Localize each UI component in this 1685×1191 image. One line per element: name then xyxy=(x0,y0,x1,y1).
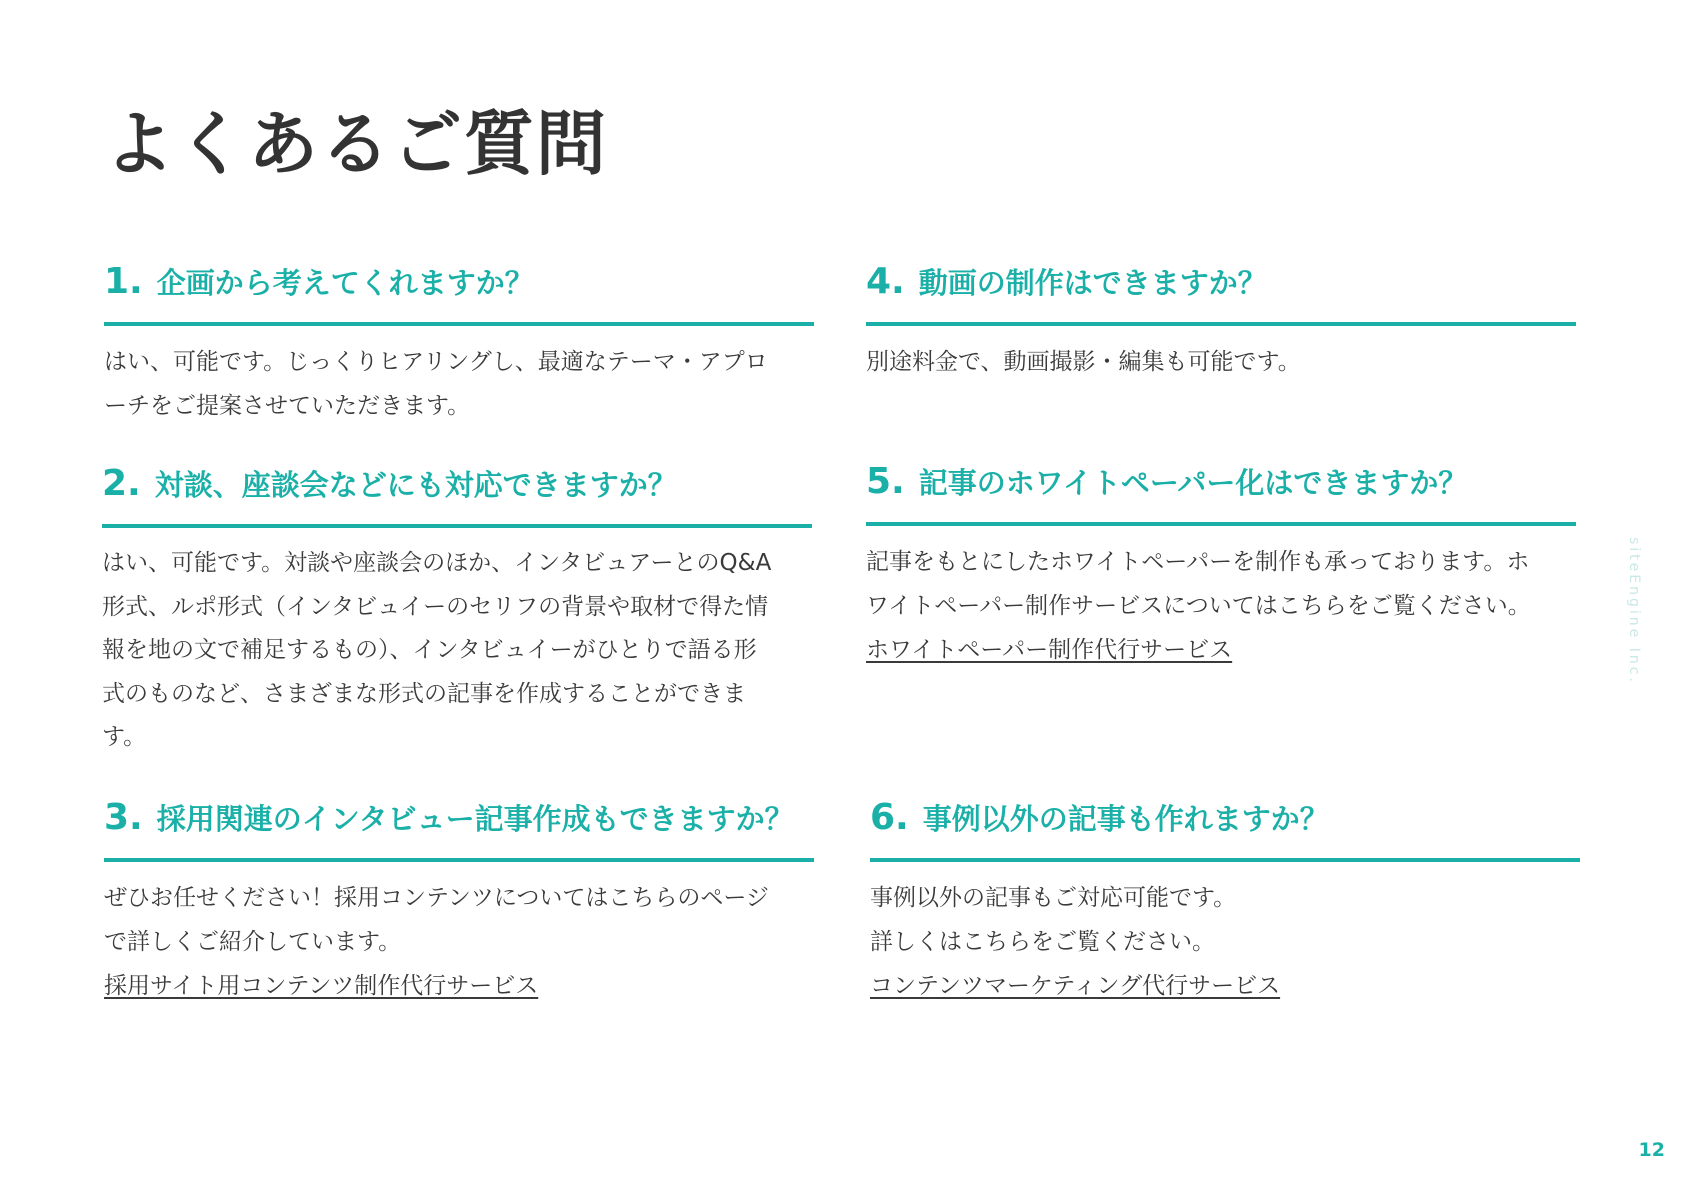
faq-answer xyxy=(104,876,814,964)
faq-answer xyxy=(870,876,1580,964)
whitepaper-service-link[interactable]: ホワイトペーパー制作代行サービス xyxy=(866,637,1233,663)
faq-answer-line: ーチをご提案させていただきます。 xyxy=(104,393,471,419)
faq-question-text: 記事のホワイトペーパー化はできますか？ xyxy=(918,466,1468,500)
faq-divider xyxy=(866,322,1576,326)
faq-number: 5. xyxy=(866,461,905,502)
faq-number: 6. xyxy=(870,797,909,838)
faq-answer-line: 記事をもとにしたホワイトペーパーを制作も承っております。ホ xyxy=(866,549,1530,575)
faq-question xyxy=(104,797,814,858)
faq-number: 1. xyxy=(104,261,143,302)
faq-number: 3. xyxy=(104,797,143,838)
faq-answer-line: 形式、ルポ形式（インタビュイーのセリフの背景や取材で得た情 xyxy=(102,593,769,620)
faq-answer-line: 式のものなど、さまざまな形式の記事を作成することができま xyxy=(102,680,746,707)
faq-question-text: 対談、座談会などにも対応できますか？ xyxy=(154,468,677,502)
faq-question xyxy=(866,261,1576,322)
faq-number: 2. xyxy=(102,463,141,504)
faq-item-3 xyxy=(104,797,814,1006)
faq-answer-line: はい、可能です。じっくりヒアリングし、最適なテーマ・アプロ xyxy=(104,349,768,375)
faq-question-text: 採用関連のインタビュー記事作成もできますか？ xyxy=(156,802,794,836)
faq-answer xyxy=(866,540,1576,628)
faq-answer-line: 詳しくはこちらをご覧ください。 xyxy=(870,929,1215,955)
faq-question-text: 動画の制作はできますか？ xyxy=(918,266,1267,300)
faq-item-4 xyxy=(866,261,1576,384)
faq-question xyxy=(870,797,1580,858)
faq-divider xyxy=(866,522,1576,526)
faq-question xyxy=(866,461,1576,522)
faq-answer xyxy=(102,542,812,760)
faq-answer-line: で詳しくご紹介しています。 xyxy=(104,929,402,955)
faq-answer-line: 別途料金で、動画撮影・編集も可能です。 xyxy=(866,349,1301,375)
faq-answer-line: ぜひお任せください！採用コンテンツについてはこちらのページ xyxy=(104,885,769,911)
content-marketing-service-link[interactable]: コンテンツマーケティング代行サービス xyxy=(870,973,1281,999)
faq-divider xyxy=(102,524,812,528)
faq-item-5 xyxy=(866,461,1576,670)
faq-answer-line: はい、可能です。対談や座談会のほか、インタビュアーとのQ&A xyxy=(102,550,772,576)
faq-answer-line: す。 xyxy=(102,724,147,750)
faq-item-6 xyxy=(870,797,1580,1006)
faq-answer-line: ワイトペーパー制作サービスについてはこちらをご覧ください。 xyxy=(866,593,1531,619)
faq-answer xyxy=(866,340,1576,384)
faq-question xyxy=(104,261,814,322)
recruit-content-service-link[interactable]: 採用サイト用コンテンツ制作代行サービス xyxy=(104,973,539,999)
faq-question-text: 事例以外の記事も作れますか？ xyxy=(922,802,1329,836)
faq-item-1 xyxy=(104,261,814,428)
faq-number: 4. xyxy=(866,261,905,302)
faq-question xyxy=(102,463,812,524)
faq-item-2 xyxy=(102,463,812,760)
faq-divider xyxy=(104,322,814,326)
page-number: 12 xyxy=(1638,1139,1665,1161)
faq-divider xyxy=(104,858,814,862)
faq-divider xyxy=(870,858,1580,862)
faq-answer-line: 報を地の文で補足するもの）、インタビュイーがひとりで語る形 xyxy=(102,637,757,663)
side-brand-watermark: siteEngine Inc. xyxy=(1626,537,1642,685)
page-title: よくあるご質問 xyxy=(104,103,608,185)
faq-answer-line: 事例以外の記事もご対応可能です。 xyxy=(870,885,1237,911)
faq-question-text: 企画から考えてくれますか？ xyxy=(156,266,534,300)
faq-answer xyxy=(104,340,814,428)
